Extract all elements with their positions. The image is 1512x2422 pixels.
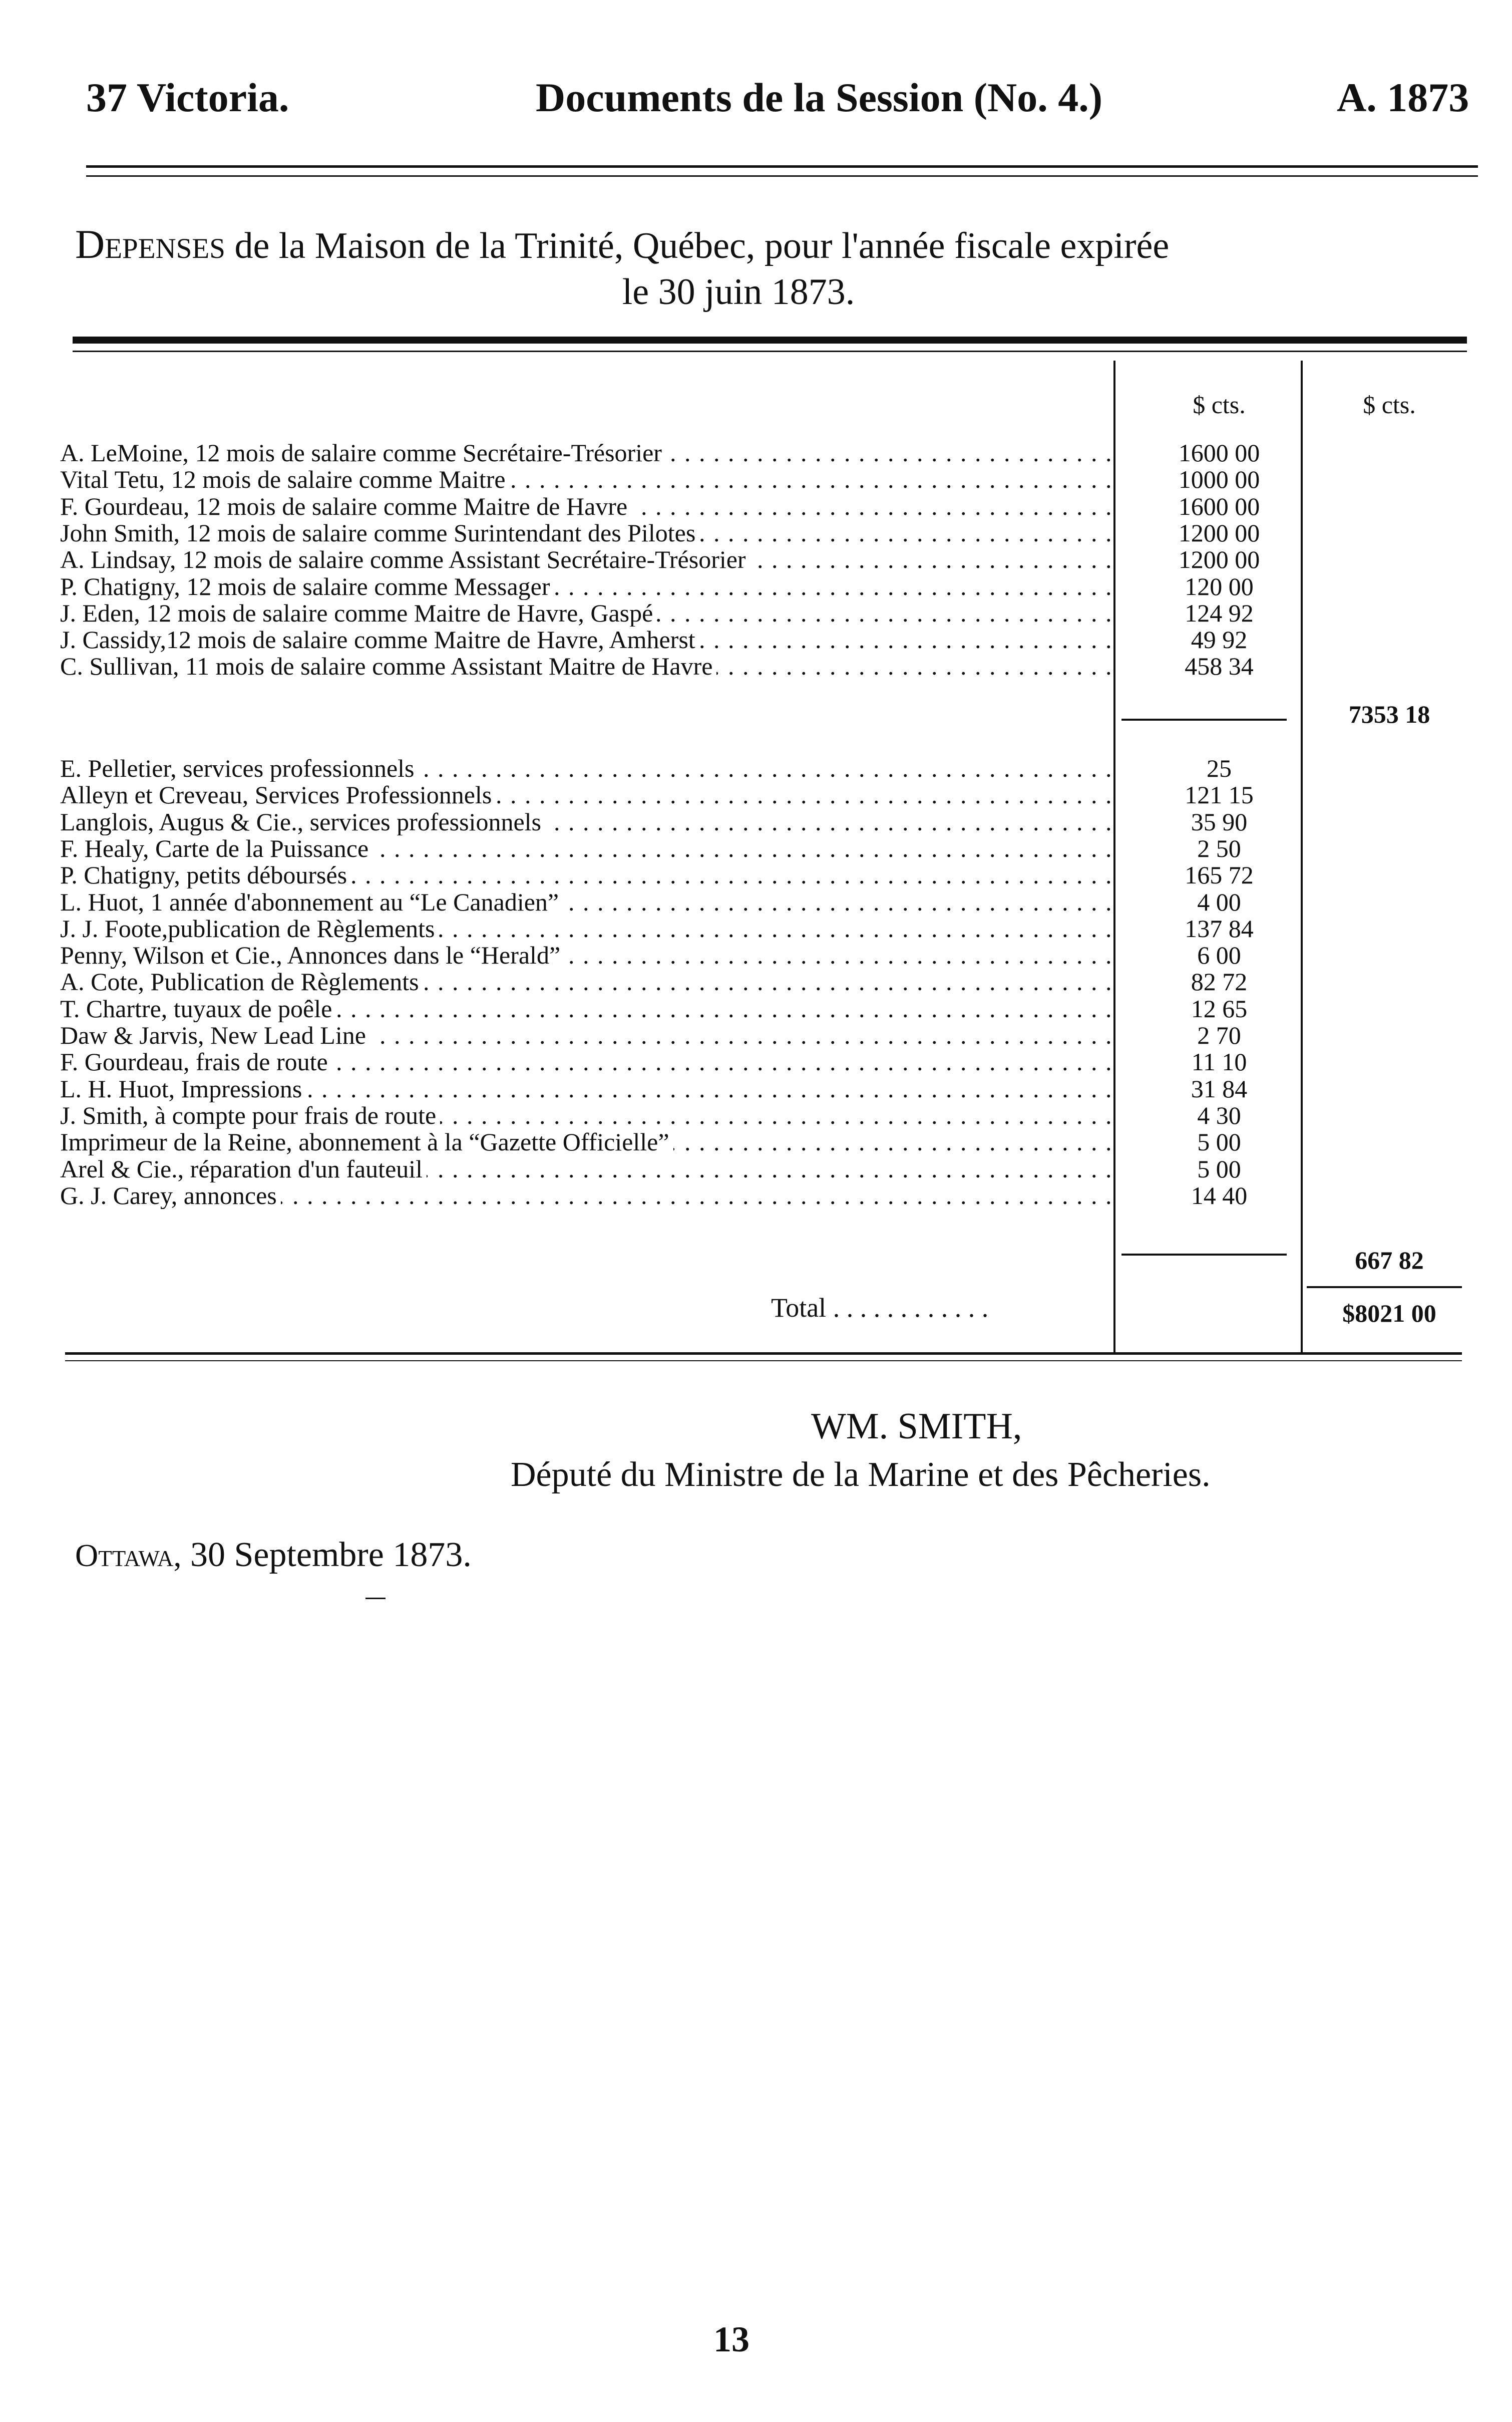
line-item-amount: 5 00 — [1197, 1154, 1241, 1183]
line-item — [60, 466, 1111, 493]
line-item-amount: 4 30 — [1197, 1101, 1241, 1129]
line-item-label: P. Chatigny, petits déboursés — [60, 862, 351, 888]
line-item-label: J. J. Foote,publication de Règlements — [60, 916, 439, 942]
line-item-label: J. Smith, à compte pour frais de route — [60, 1102, 440, 1129]
line-item-label: Langlois, Augus & Cie., services professionnels — [60, 809, 545, 835]
total-label: Total — [771, 1293, 827, 1323]
section1-subtotal: 7353 18 — [1348, 700, 1430, 728]
line-item-label: T. Chartre, tuyaux de poêle — [60, 996, 336, 1022]
line-item — [60, 916, 1111, 942]
header-volume: 37 Victoria. — [86, 75, 289, 120]
line-item-amount: 120 00 — [1185, 572, 1254, 600]
column-header-amount: $ cts. — [1193, 391, 1246, 419]
line-item-label: Alleyn et Creveau, Services Professionnels — [60, 782, 496, 808]
line-item — [60, 600, 1111, 627]
line-item-amount: 1600 00 — [1178, 492, 1260, 520]
line-item-label: J. Eden, 12 mois de salaire comme Maitre de Havre, Gaspé — [60, 600, 657, 627]
title-line2: le 30 juin 1873. — [622, 271, 855, 313]
line-item — [60, 520, 1111, 546]
line-item — [60, 835, 1111, 862]
line-item-label: Penny, Wilson et Cie., Annonces dans le “Herald” — [60, 942, 564, 969]
line-item — [60, 1182, 1111, 1209]
line-item-amount: 1200 00 — [1178, 518, 1260, 547]
column-header-total: $ cts. — [1363, 391, 1416, 419]
line-item — [60, 1156, 1111, 1182]
header-year: A. 1873 — [1337, 75, 1469, 120]
section2-subtotal: 667 82 — [1355, 1246, 1424, 1274]
line-item — [60, 809, 1111, 835]
line-item-label: Imprimeur de la Reine, abonnement à la “Gazette Officielle” — [60, 1129, 673, 1155]
line-item — [60, 573, 1111, 600]
dash-mark — [365, 1598, 386, 1599]
line-item-amount: 49 92 — [1191, 626, 1248, 654]
line-item-label: F. Healy, Carte de la Puissance — [60, 835, 372, 862]
line-item-label: J. Cassidy,12 mois de salaire comme Maitre de Havre, Amherst — [60, 627, 699, 653]
line-item-label: Arel & Cie., réparation d'un fauteuil — [60, 1156, 427, 1182]
line-item — [60, 942, 1111, 969]
section1-sum-rule — [1121, 719, 1287, 721]
line-item-label: F. Gourdeau, frais de route — [60, 1049, 332, 1075]
page-number: 13 — [713, 2319, 749, 2359]
line-item — [60, 653, 1111, 680]
line-item-label: P. Chatigny, 12 mois de salaire comme Messager — [60, 573, 554, 600]
line-item-amount: 458 34 — [1185, 652, 1254, 681]
header-rule-thin — [86, 175, 1478, 177]
title-lead: Depenses — [75, 221, 225, 267]
section2-sum-rule — [1121, 1254, 1287, 1256]
line-item-amount: 1600 00 — [1178, 439, 1260, 467]
title-line1: de la Maison de la Trinité, Québec, pour l'année fiscale expirée — [234, 225, 1170, 266]
line-item — [60, 862, 1111, 888]
line-item-label: Vital Tetu, 12 mois de salaire comme Maitre — [60, 466, 510, 493]
line-item-label: John Smith, 12 mois de salaire comme Surintendant des Pilotes — [60, 520, 699, 546]
bottom-rule-thin — [65, 1360, 1462, 1361]
line-item-label: Daw & Jarvis, New Lead Line — [60, 1022, 370, 1049]
line-item-amount: 5 00 — [1197, 1128, 1241, 1156]
line-item-label: F. Gourdeau, 12 mois de salaire comme Maitre de Havre — [60, 493, 631, 520]
line-item — [60, 755, 1111, 782]
title-rule-thin — [73, 351, 1467, 352]
line-item-label: L. Huot, 1 année d'abonnement au “Le Canadien” — [60, 889, 563, 916]
line-item — [60, 1076, 1111, 1102]
line-item — [60, 996, 1111, 1022]
line-item-label: E. Pelletier, services professionnels — [60, 755, 419, 782]
line-item-amount: 25 — [1207, 754, 1232, 782]
column-rule-left — [1113, 361, 1115, 1352]
line-item — [60, 782, 1111, 808]
date: 30 Septembre 1873. — [190, 1536, 472, 1574]
line-item-label: A. LeMoine, 12 mois de salaire comme Secrétaire-Trésorier — [60, 440, 666, 466]
line-item — [60, 546, 1111, 573]
line-item-amount: 124 92 — [1185, 598, 1254, 627]
line-item-amount: 4 00 — [1197, 887, 1241, 916]
line-item-label: A. Cote, Publication de Règlements — [60, 969, 423, 995]
line-item — [60, 1129, 1111, 1155]
total-row: Total . . . . . . . . . . . . — [771, 1293, 989, 1323]
line-item-amount: 1200 00 — [1178, 545, 1260, 574]
line-item-label: C. Sullivan, 11 mois de salaire comme Assistant Maitre de Havre — [60, 653, 716, 680]
line-item-amount: 2 70 — [1197, 1021, 1241, 1049]
line-item-amount: 137 84 — [1185, 914, 1254, 943]
header-session: Documents de la Session (No. 4.) — [536, 75, 1103, 120]
line-item — [60, 969, 1111, 995]
place-date — [75, 1535, 472, 1575]
line-item-amount: 11 10 — [1191, 1048, 1247, 1076]
line-item-amount: 12 65 — [1191, 994, 1248, 1023]
line-item-amount: 14 40 — [1191, 1181, 1248, 1209]
line-item — [60, 493, 1111, 520]
page-title — [75, 220, 1477, 270]
line-item-amount: 1000 00 — [1178, 465, 1260, 494]
line-item — [60, 627, 1111, 653]
line-item-amount: 121 15 — [1185, 781, 1254, 809]
line-item-amount: 2 50 — [1197, 834, 1241, 862]
place: Ottawa, — [75, 1538, 182, 1573]
title-rule — [73, 337, 1467, 344]
signature-name: WM. SMITH, — [811, 1406, 1022, 1447]
total-sum-rule — [1307, 1286, 1462, 1288]
line-item-amount: 6 00 — [1197, 941, 1241, 970]
line-item-label: A. Lindsay, 12 mois de salaire comme Assistant Secrétaire-Trésorier — [60, 546, 750, 573]
line-item — [60, 440, 1111, 466]
line-item-amount: 31 84 — [1191, 1074, 1248, 1103]
line-item-amount: 82 72 — [1191, 968, 1248, 996]
line-item — [60, 1049, 1111, 1075]
line-item-amount: 165 72 — [1185, 861, 1254, 889]
line-item-label: L. H. Huot, Impressions — [60, 1076, 306, 1102]
total-value: $8021 00 — [1342, 1299, 1436, 1327]
line-item-label: G. J. Carey, annonces — [60, 1182, 281, 1209]
line-item — [60, 1102, 1111, 1129]
bottom-rule — [65, 1352, 1462, 1355]
line-item-amount: 35 90 — [1191, 807, 1248, 836]
line-item — [60, 889, 1111, 916]
signature-title: Député du Ministre de la Marine et des Pêcheries. — [511, 1455, 1211, 1494]
header-rule — [86, 165, 1478, 168]
line-item — [60, 1022, 1111, 1049]
